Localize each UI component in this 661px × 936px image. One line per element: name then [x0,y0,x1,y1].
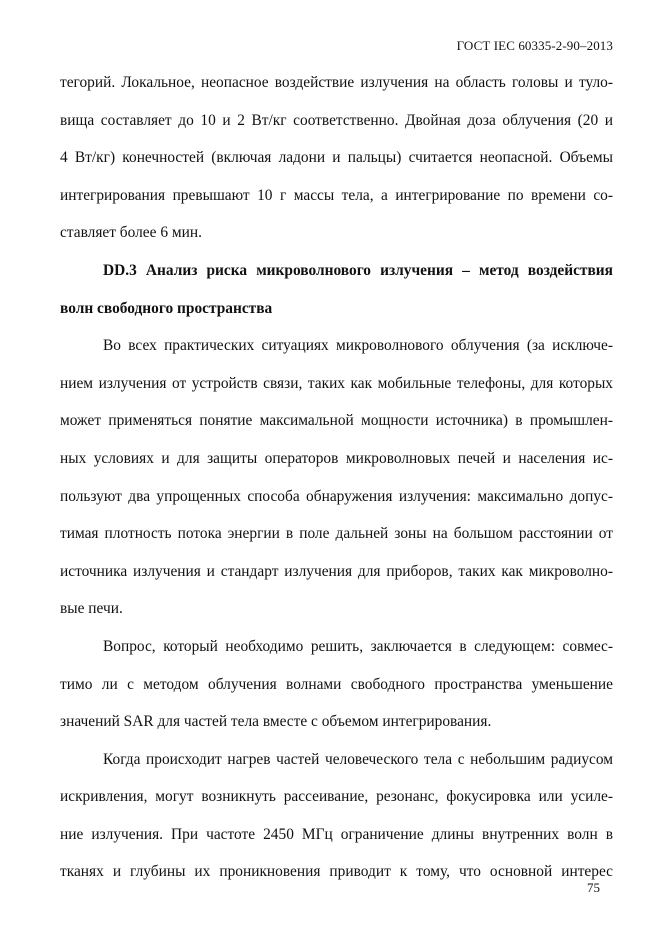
text-line: тимо ли с методом облучения волнами свободного пространства уменьшение [60,675,613,693]
text-line: тимая плотность потока энергии в поле дальней зоны на большом расстоянии от [60,525,613,543]
text-line: тегорий. Локальное, неопасное воздействие излучения на область головы и туло- [60,74,613,91]
text-line: пользуют два упрощенных способа обнаружения излучения: максимально допус- [60,487,613,505]
text-line: ние излучения. При частоте 2450 МГц ограничение длины внутренних волн в [60,825,613,843]
section-heading-line: волн свободного пространства [60,299,273,317]
text-line: Во всех практических ситуациях микроволнового облучения (за исключе- [103,337,613,355]
text-line: 4 Вт/кг) конечностей (включая ладони и пальцы) считается неопасной. Объемы [60,149,613,167]
text-line: нием излучения от устройств связи, таких как мобильные телефоны, для которых [60,374,613,392]
document-header: ГОСТ IEC 60335-2-90–2013 [456,38,613,53]
text-line: значений SAR для частей тела вместе с объемом интегрирования. [60,713,492,731]
text-line: Когда происходит нагрев частей человеческого тела с небольшим радиусом [103,750,613,768]
text-line: Вопрос, который необходимо решить, заключается в следующем: совмес- [103,637,613,655]
text-line: вые печи. [60,600,123,618]
text-line: тканях и глубины их проникновения приводит к тому, что основной интерес [60,863,613,881]
text-line: источника излучения и стандарт излучения для приборов, таких как микроволно- [60,562,613,580]
text-line: ставляет более 6 мин. [60,224,202,242]
text-line: вища составляет до 10 и 2 Вт/кг соответственно. Двойная доза облучения (20 и [60,111,613,129]
text-line: может применяться понятие максимальной мощности источника) в промышлен- [60,412,613,430]
section-heading-line: DD.3 Анализ риска микроволнового излучения – метод воздействия [103,261,613,279]
body-text [60,64,613,891]
text-line: искривления, могут возникнуть рассеивание, резонанс, фокусировка или усиле- [60,788,613,806]
page-number: 75 [587,880,600,895]
text-line: ных условиях и для защиты операторов микроволновых печей и населения ис- [60,449,613,467]
text-line: интегрирования превышают 10 г массы тела, а интегрирование по времени со- [60,186,613,204]
